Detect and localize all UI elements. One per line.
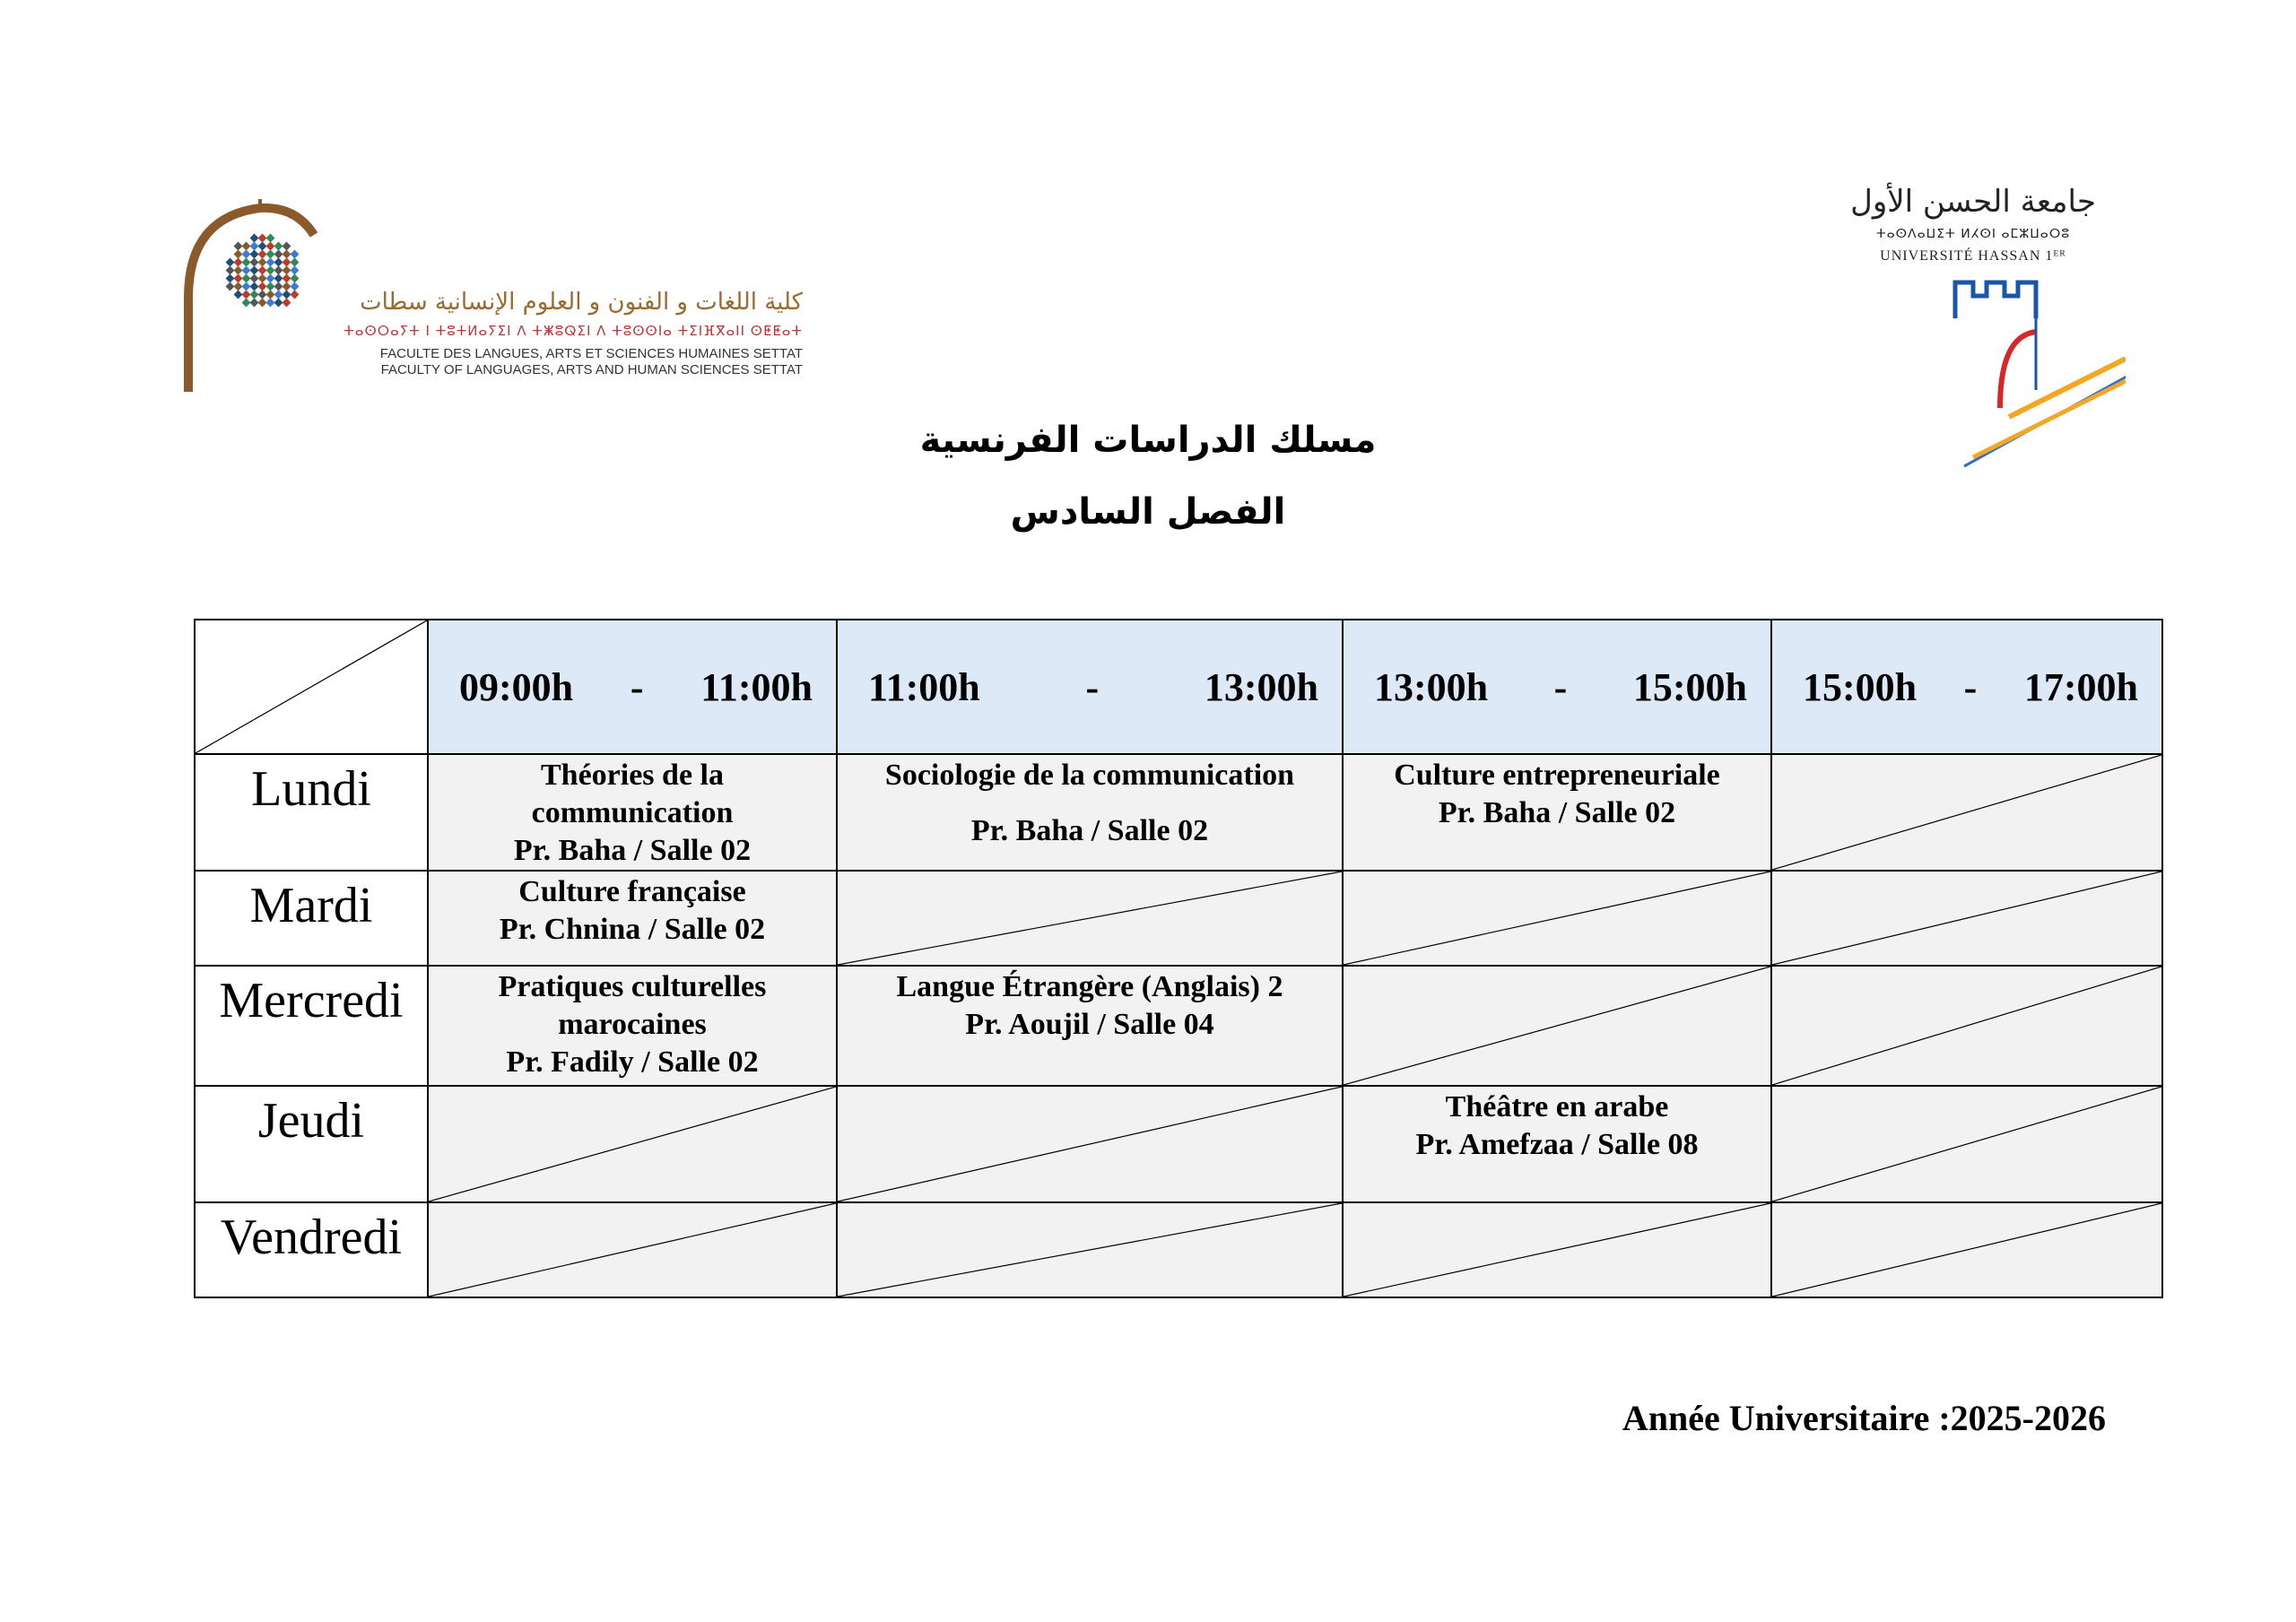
empty-slot-cell xyxy=(1343,1202,1771,1297)
globe-tile xyxy=(234,266,243,275)
empty-slot-cell xyxy=(428,1086,837,1202)
slot-header xyxy=(837,620,1343,754)
empty-slot-diagonal xyxy=(1772,967,2161,1085)
globe-tile xyxy=(283,250,291,259)
globe-tile xyxy=(266,234,275,243)
slot-start: 11:00h xyxy=(868,664,980,709)
day-label: Vendredi xyxy=(195,1202,428,1297)
slot-end: 17:00h xyxy=(2023,664,2138,709)
globe-tile xyxy=(250,266,259,275)
course-title: Pratiques culturelles xyxy=(498,970,767,1003)
globe-tile xyxy=(266,274,275,283)
globe-tile xyxy=(242,258,251,267)
empty-slot-cell xyxy=(428,1202,837,1297)
globe-tile xyxy=(291,274,300,283)
course-cell xyxy=(428,754,837,871)
course-line: marocaines xyxy=(558,1008,707,1041)
timetable-row xyxy=(195,1086,2162,1202)
globe-tile xyxy=(234,282,243,291)
course-cell xyxy=(1343,754,1771,871)
globe-tile xyxy=(226,266,235,275)
slot-separator: - xyxy=(1553,664,1568,709)
globe-tile xyxy=(291,266,300,275)
empty-slot-cell xyxy=(1771,871,2162,966)
globe-tile xyxy=(291,250,300,259)
course-info xyxy=(838,755,1342,850)
course-title: Théories de la xyxy=(541,759,724,792)
globe-tile xyxy=(258,274,267,283)
faculty-name-arabic: كلية اللغات و الفنون و العلوم الإنسانية سطات xyxy=(360,289,803,316)
corner-cell xyxy=(195,620,428,754)
slot-header xyxy=(1343,620,1771,754)
semester-title: الفصل السادس xyxy=(1010,491,1286,533)
university-logo xyxy=(1839,184,2161,480)
timetable xyxy=(194,619,2163,1298)
globe-tile xyxy=(250,250,259,259)
course-cell xyxy=(428,871,837,966)
faculty-name-french: FACULTE DES LANGUES, ARTS ET SCIENCES HUMAINES SETTAT xyxy=(379,346,803,361)
empty-slot-cell xyxy=(1771,1086,2162,1202)
slot-end: 13:00h xyxy=(1204,664,1318,709)
course-info xyxy=(429,872,836,949)
university-name-arabic: جامعة الحسن الأول xyxy=(1850,184,2096,220)
course-line: Pr. Fadily / Salle 02 xyxy=(506,1045,759,1079)
slot-separator: - xyxy=(630,664,644,709)
globe-tile xyxy=(234,242,243,251)
globe-tile xyxy=(250,234,259,243)
course-title: Sociologie de la communication xyxy=(884,759,1295,792)
globe-tile xyxy=(226,274,235,283)
slot-header xyxy=(428,620,837,754)
corner-diagonal xyxy=(196,620,427,753)
course-line: Pr. Aoujil / Salle 04 xyxy=(965,1008,1214,1041)
globe-tile xyxy=(250,274,259,283)
empty-slot-diagonal xyxy=(1772,872,2161,965)
empty-slot-cell xyxy=(837,871,1343,966)
globe-tile xyxy=(274,266,283,275)
empty-slot-diagonal xyxy=(1772,1087,2161,1201)
empty-slot-cell xyxy=(1771,1202,2162,1297)
empty-slot-diagonal xyxy=(1772,755,2161,870)
timetable-row xyxy=(195,871,2162,966)
course-line: Pr. Baha / Salle 02 xyxy=(1438,796,1676,829)
course-line: Pr. Baha / Salle 02 xyxy=(513,834,752,867)
course-title: Culture française xyxy=(518,875,746,908)
globe-tile xyxy=(234,250,243,259)
course-cell xyxy=(837,754,1343,871)
globe-tile xyxy=(234,274,243,283)
empty-slot-diagonal xyxy=(1344,872,1770,965)
empty-slot-diagonal xyxy=(1344,967,1770,1085)
empty-slot-diagonal xyxy=(838,1203,1342,1297)
timetable-row xyxy=(195,1202,2162,1297)
globe-tile xyxy=(234,258,243,267)
university-tower-icon xyxy=(1946,273,2126,480)
globe-tile xyxy=(250,258,259,267)
day-label: Lundi xyxy=(195,754,428,871)
empty-slot-cell xyxy=(837,1086,1343,1202)
empty-slot-diagonal xyxy=(429,1087,836,1201)
globe-tile xyxy=(283,242,291,251)
globe-tile xyxy=(242,274,251,283)
globe-tile xyxy=(234,291,243,299)
empty-slot-diagonal xyxy=(1344,1203,1770,1297)
slot-header xyxy=(1771,620,2162,754)
course-title: Langue Étrangère (Anglais) 2 xyxy=(896,970,1283,1003)
globe-tile xyxy=(274,242,283,251)
globe-tile xyxy=(266,266,275,275)
course-line: Pr. Chnina / Salle 02 xyxy=(499,913,766,946)
empty-slot-diagonal xyxy=(1772,1203,2161,1297)
course-cell xyxy=(428,966,837,1086)
globe-tile xyxy=(258,242,267,251)
globe-tile xyxy=(258,266,267,275)
globe-tile xyxy=(242,242,251,251)
faculty-name-english: FACULTY OF LANGUAGES, ARTS AND HUMAN SCIENCES SETTAT xyxy=(380,362,803,377)
globe-tile xyxy=(274,274,283,283)
faculty-name-tifinagh: ⵜⴰⵙⵔⴰⵢⵜ ⵏ ⵜⵓⵜⵍⴰⵢⵉⵏ ⴷ ⵜⵥⵓⵕⵉⵏ ⴷ ⵜⵓⵙⵙⵏⴰ ⵜⵉⵏⴼⴳⴰⵏⵏ ⵙⵟⵟⴰⵜ xyxy=(344,323,803,339)
globe-tile xyxy=(283,258,291,267)
timetable-row xyxy=(195,754,2162,871)
globe-tile xyxy=(258,258,267,267)
academic-year: Année Universitaire :2025-2026 xyxy=(1622,1398,2106,1438)
course-info xyxy=(838,967,1342,1044)
slot-end: 15:00h xyxy=(1632,664,1747,709)
day-label: Mardi xyxy=(195,871,428,966)
empty-slot-cell xyxy=(1343,966,1771,1086)
course-cell xyxy=(837,966,1343,1086)
slot-end: 11:00h xyxy=(700,664,813,709)
timetable-row xyxy=(195,966,2162,1086)
globe-tile xyxy=(283,266,291,275)
course-line: Pr. Amefzaa / Salle 08 xyxy=(1415,1128,1699,1161)
globe-tile xyxy=(283,274,291,283)
slot-start: 15:00h xyxy=(1803,664,1918,709)
globe-tile xyxy=(242,266,251,275)
course-spacer xyxy=(838,794,1342,812)
globe-tile xyxy=(291,258,300,267)
course-info xyxy=(429,967,836,1081)
empty-slot-diagonal xyxy=(838,872,1342,965)
course-cell xyxy=(1343,1086,1771,1202)
course-info xyxy=(1344,1087,1770,1164)
empty-slot-cell xyxy=(837,1202,1343,1297)
faculty-logo xyxy=(170,199,803,396)
empty-slot-diagonal xyxy=(429,1203,836,1297)
university-name-french: UNIVERSITÉ HASSAN 1ᴱᴿ xyxy=(1880,248,2066,264)
empty-slot-cell xyxy=(1771,754,2162,871)
slot-start: 09:00h xyxy=(459,664,574,709)
empty-slot-cell xyxy=(1343,871,1771,966)
day-label: Mercredi xyxy=(195,966,428,1086)
globe-tile xyxy=(250,242,259,251)
globe-tile xyxy=(266,242,275,251)
empty-slot-diagonal xyxy=(838,1087,1342,1201)
slot-separator: - xyxy=(1963,664,1978,709)
globe-tile xyxy=(258,234,267,243)
program-title: مسلك الدراسات الفرنسية xyxy=(919,420,1377,461)
globe-tile xyxy=(266,250,275,259)
day-label: Jeudi xyxy=(195,1086,428,1202)
globe-tile xyxy=(274,250,283,259)
university-name-tifinagh: ⵜⴰⵙⴷⴰⵡⵉⵜ ⵍⵃⵙⵏ ⴰⵎⵣⵡⴰⵔⵓ xyxy=(1875,227,2071,241)
slot-separator: - xyxy=(1085,664,1100,709)
globe-tile xyxy=(226,258,235,267)
course-title: Culture entrepreneuriale xyxy=(1394,759,1720,792)
course-info xyxy=(429,755,836,870)
globe-tile xyxy=(258,250,267,259)
course-title: Théâtre en arabe xyxy=(1445,1090,1669,1123)
globe-tile xyxy=(242,250,251,259)
course-line: communication xyxy=(531,796,734,829)
course-line: Pr. Baha / Salle 02 xyxy=(970,814,1209,847)
slot-start: 13:00h xyxy=(1374,664,1489,709)
globe-tile xyxy=(266,258,275,267)
globe-tile xyxy=(274,258,283,267)
timetable-header-row xyxy=(195,620,2162,754)
course-info xyxy=(1344,755,1770,832)
empty-slot-cell xyxy=(1771,966,2162,1086)
globe-tile xyxy=(226,282,235,291)
